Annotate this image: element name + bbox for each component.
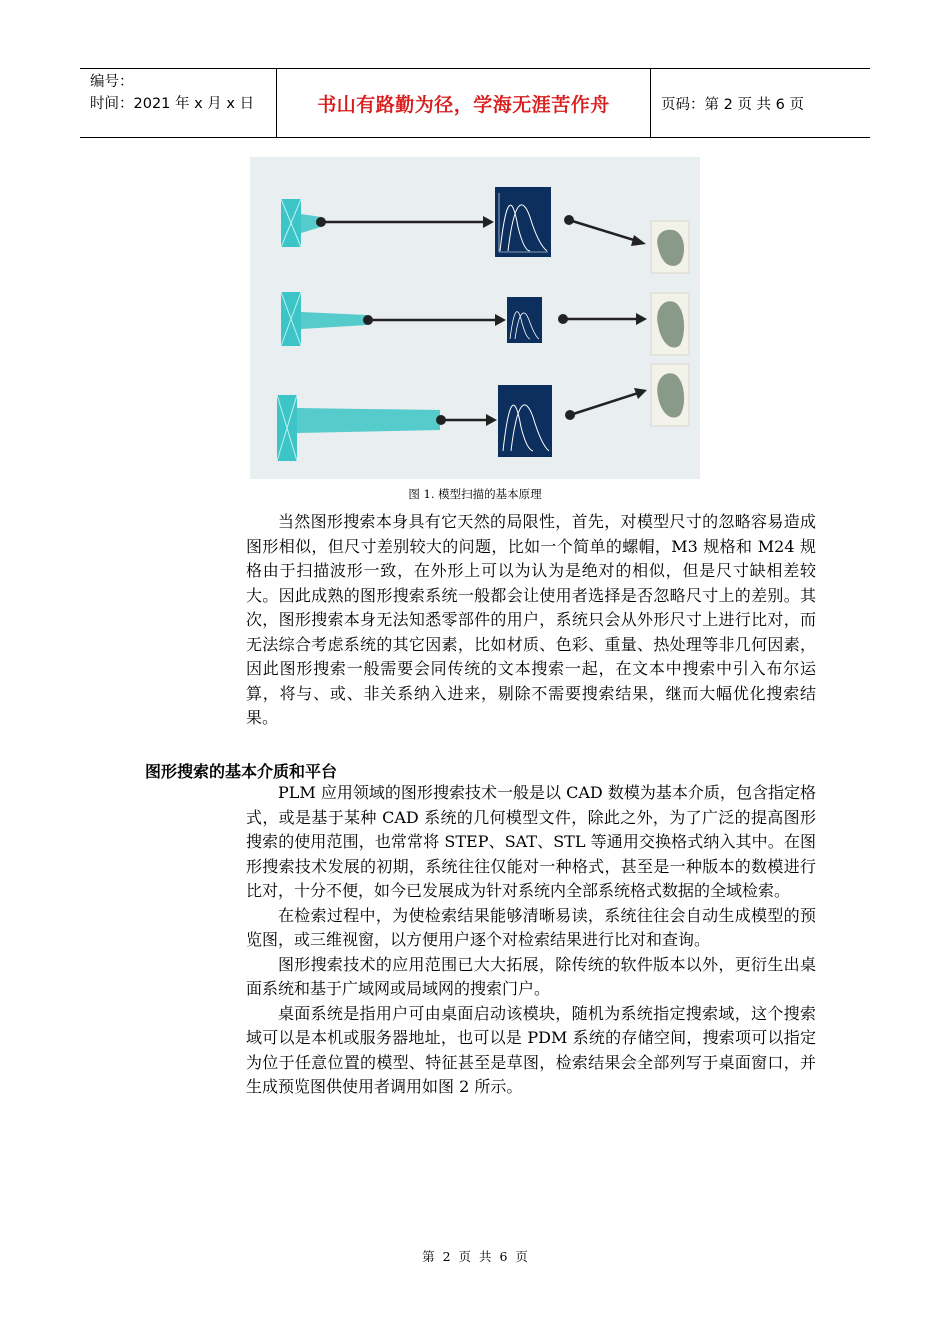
paragraph-4: 图形搜索技术的应用范围已大大拓展，除传统的软件版本以外，更衍生出桌面系统和基于广域网或局域网的搜索门户。 xyxy=(246,954,816,998)
page-header xyxy=(80,68,870,138)
paragraph-1: 当然图形搜索本身具有它天然的局限性，首先，对模型尺寸的忽略容易造成图形相似，但尺寸差别较大的问题，比如一个简单的螺帽，M3 规格和 M24 规格由于扫描波形一致，在外形上可以为认为是绝对的相似，但是尺寸缺相差较大。因此成熟的图形搜索系统一般都会让使用者选择是否忽略尺寸上的差别。其次，图形搜索本身无法知悉零部件的用户，系统只会从外形尺寸上进行比对，而无法综合考虑系统的其它因素，比如材质、色彩、重量、热处理等非几何因素，因此图形搜索一般需要会同传统的文本搜索一起，在文本中搜索中引入布尔运算，将与、或、非关系纳入进来，剔除不需要搜索结果，继而大幅优化搜索结果。 xyxy=(246,512,816,727)
header-page-number: 页码：第 2 页 共 6 页 xyxy=(661,96,804,113)
page-footer: 第 2 页 共 6 页 xyxy=(422,1249,528,1264)
paragraph-5: 桌面系统是指用户可由桌面启动该模块，随机为系统指定搜索域，这个搜索域可以是本机或服务器地址，也可以是 PDM 系统的存储空间，搜索项可以指定为位于任意位置的模型、特征甚至是草图，检索结果会全部列写于桌面窗口，并生成预览图供使用者调用如图 2 所示。 xyxy=(246,1003,816,1096)
scan-row-2 xyxy=(281,292,689,355)
section-body xyxy=(246,781,816,1100)
paragraph-2: PLM 应用领域的图形搜索技术一般是以 CAD 数模为基本介质，包含指定格式，或是基于某种 CAD 系统的几何模型文件，除此之外，为了广泛的提高图形搜索的使用范围，也常常将 STEP、SAT、STL 等通用交换格式纳入其中。在图形搜索技术发展的初期，系统往往仅能对一种格式，甚至是一种版本的数模进行比对，十分不便，如今已发展成为针对系统内全部系统格式数据的全域检索。 xyxy=(246,783,816,900)
document-date: 时间：2021 年 x 月 x 日 xyxy=(90,96,255,112)
scan-row-3 xyxy=(277,364,689,461)
header-motto: 书山有路勤为径，学海无涯苦作舟 xyxy=(277,69,651,137)
section-heading: 图形搜索的基本介质和平台 xyxy=(145,762,338,781)
paragraph-3: 在检索过程中，为使检索结果能够清晰易读，系统往往会自动生成模型的预览图，或三维视窗，以方便用户逐个对检索结果进行比对和查询。 xyxy=(246,905,816,949)
header-meta xyxy=(80,69,277,137)
document-number: 编号： xyxy=(90,74,134,90)
figure-illustration xyxy=(250,157,700,479)
scan-principle-figure xyxy=(250,157,700,479)
paragraph-limitations xyxy=(246,510,816,731)
scan-row-1 xyxy=(281,187,689,273)
waveform-plot-3 xyxy=(498,385,552,457)
figure-caption: 图 1. 模型扫描的基本原理 xyxy=(408,487,542,501)
